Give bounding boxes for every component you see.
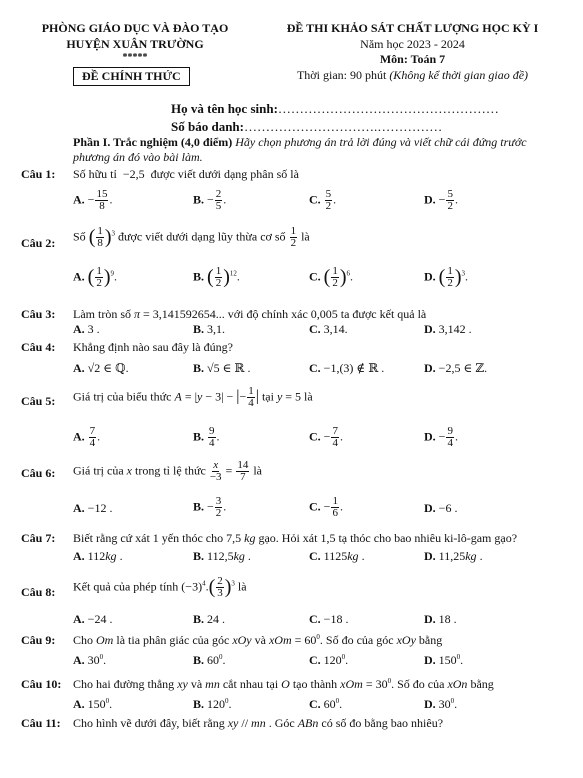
student-name-row	[171, 101, 499, 117]
part1-heading	[73, 135, 527, 150]
question-text: Giá trị của biểu thức A = |y − 3| − |− $\frac{1}{4}$ | tại y = 5 là	[73, 385, 313, 409]
answer-option: C. −1,(3) ∉ ℝ .	[309, 361, 385, 375]
answer-option: B. ( $\frac{1}{2}$ )$^{12}$.	[193, 265, 240, 289]
answer-option: B. $\frac{9}{4}$ .	[193, 425, 220, 449]
answer-option: B. √5 ∈ ℝ .	[193, 361, 251, 375]
question-text: Cho Om là tia phân giác của góc xOy và xOm = $60^0$. Số đo của góc xOy bằng	[73, 633, 443, 647]
question-label: Câu 5:	[21, 394, 56, 408]
part1-instruction: Hãy chọn phương án trả lời đúng và viết chữ cái đứng trước	[235, 135, 527, 149]
department-line-1: PHÒNG GIÁO DỤC VÀ ĐÀO TẠO	[41, 21, 229, 35]
question-label: Câu 9:	[21, 633, 56, 647]
answer-option: D. −6 .	[424, 501, 458, 515]
department-line-2: HUYỆN XUÂN TRƯỜNG	[66, 37, 204, 51]
question-label: Câu 11:	[21, 716, 61, 730]
answer-option: C. $120^0$.	[309, 653, 349, 667]
answer-option: A. ( $\frac{1}{2}$ )$^9$.	[73, 265, 118, 289]
answer-option: A. −12 .	[73, 501, 113, 515]
answer-option: D. − $\frac{9}{4}$ .	[424, 425, 458, 449]
question-label: Câu 7:	[21, 531, 56, 545]
answer-option: A. √2 ∈ ℚ.	[73, 361, 129, 375]
time-plain: Thời gian: 90 phút	[296, 68, 387, 82]
question-text: Cho hình vẽ dưới đây, biết rằng xy // mn . Góc ABn có số đo bằng bao nhiêu?	[73, 716, 444, 730]
answer-option: A. 3 .	[73, 322, 100, 336]
question-label: Câu 10:	[21, 677, 62, 691]
answer-option: A. $\frac{7}{4}$ .	[73, 425, 101, 449]
answer-option: A. −24 .	[73, 612, 113, 626]
answer-option: B. − $\frac{3}{2}$ .	[193, 495, 227, 519]
answer-option: A. 112kg .	[73, 549, 123, 563]
question-text: Kết quả của phép tính $(-3)^4$.( $\frac{2}{3}$ )$^3$ là	[73, 575, 247, 599]
answer-option: A. $150^0$.	[73, 697, 113, 711]
question-text: Giá trị của x trong tỉ lệ thức $\frac{x}{-3}$ = $\frac{14}{7}$ là	[73, 459, 262, 483]
part1-title: Phần I. Trắc nghiệm (4,0 điểm)	[73, 135, 233, 149]
exam-time	[255, 68, 570, 83]
student-id-dots: ………………………….……………	[243, 119, 443, 134]
answer-option: C. ( $\frac{1}{2}$ )$^6$.	[309, 265, 354, 289]
answer-option: C. $60^0$.	[309, 697, 343, 711]
answer-option: D. −2,5 ∈ ℤ.	[424, 361, 488, 375]
question-label: Câu 4:	[21, 340, 56, 354]
answer-option: D. − $\frac{5}{2}$ .	[424, 188, 458, 212]
question-label: Câu 2:	[21, 236, 56, 250]
time-note: (Không kể thời gian giao đề)	[389, 68, 529, 82]
school-year: Năm học 2023 - 2024	[360, 37, 465, 51]
exam-title: ĐỀ THI KHẢO SÁT CHẤT LƯỢNG HỌC KỲ I	[286, 21, 539, 35]
question-label: Câu 3:	[21, 307, 56, 321]
part1-instruction-cont: phương án đó vào bài làm.	[73, 150, 203, 164]
question-label: Câu 8:	[21, 585, 56, 599]
student-id-label: Số báo danh:	[171, 119, 244, 134]
subject: Môn: Toán 7	[379, 52, 446, 66]
answer-option: D. 18 .	[424, 612, 457, 626]
question-text: Số hữu tỉ −2,5 được viết dưới dạng phân số là	[73, 167, 299, 181]
answer-option: B. $120^0$.	[193, 697, 232, 711]
answer-option: B. 3,1.	[193, 322, 226, 336]
question-text: Khẳng định nào sau đây là đúng?	[73, 340, 233, 354]
question-text: Cho hai đường thẳng xy và mn cắt nhau tại O tạo thành xOm = $30^0$. Số đo của xOn bằng	[73, 677, 494, 691]
answer-option: B. 112,5kg .	[193, 549, 251, 563]
answer-option: C. − $\frac{1}{6}$ .	[309, 495, 343, 519]
answer-option: D. 3,142 .	[424, 322, 472, 336]
student-name-dots: ……………………………………………	[277, 101, 499, 116]
answer-option: D. 11,25kg .	[424, 549, 483, 563]
question-text: Số ( $\frac{1}{8}$ )$^3$ được viết dưới dạng lũy thừa cơ số $\frac{1}{2}$ là	[73, 225, 310, 249]
answer-option: B. − $\frac{2}{5}$ .	[193, 188, 227, 212]
answer-option: C. −18 .	[309, 612, 349, 626]
student-id-row	[171, 119, 442, 135]
answer-option: C. − $\frac{7}{4}$ .	[309, 425, 343, 449]
answer-option: C. $\frac{5}{2}$ .	[309, 188, 337, 212]
answer-option: C. 3,14.	[309, 322, 348, 336]
question-text: Làm tròn số π = 3,141592654... với độ chính xác 0,005 ta được kết quả là	[73, 307, 427, 321]
question-label: Câu 1:	[21, 167, 56, 181]
student-name-label: Họ và tên học sinh:	[171, 101, 278, 116]
answer-option: D. $30^0$.	[424, 697, 458, 711]
answer-option: D. $150^0$.	[424, 653, 464, 667]
official-exam-box: ĐỀ CHÍNH THỨC	[73, 67, 190, 86]
stars-divider: *****	[122, 52, 148, 63]
question-text: Biết rằng cứ xát 1 yến thóc cho 7,5 kg gạo. Hỏi xát 1,5 tạ thóc cho bao nhiêu ki-lô-gam gạo?	[73, 531, 518, 545]
answer-option: B. 24 .	[193, 612, 226, 626]
question-label: Câu 6:	[21, 466, 56, 480]
answer-option: A. $30^0$.	[73, 653, 107, 667]
answer-option: D. ( $\frac{1}{2}$ )$^3$.	[424, 265, 469, 289]
answer-option: C. 1125kg .	[309, 549, 365, 563]
answer-option: A. − $\frac{15}{8}$ .	[73, 188, 113, 212]
answer-option: B. $60^0$.	[193, 653, 226, 667]
